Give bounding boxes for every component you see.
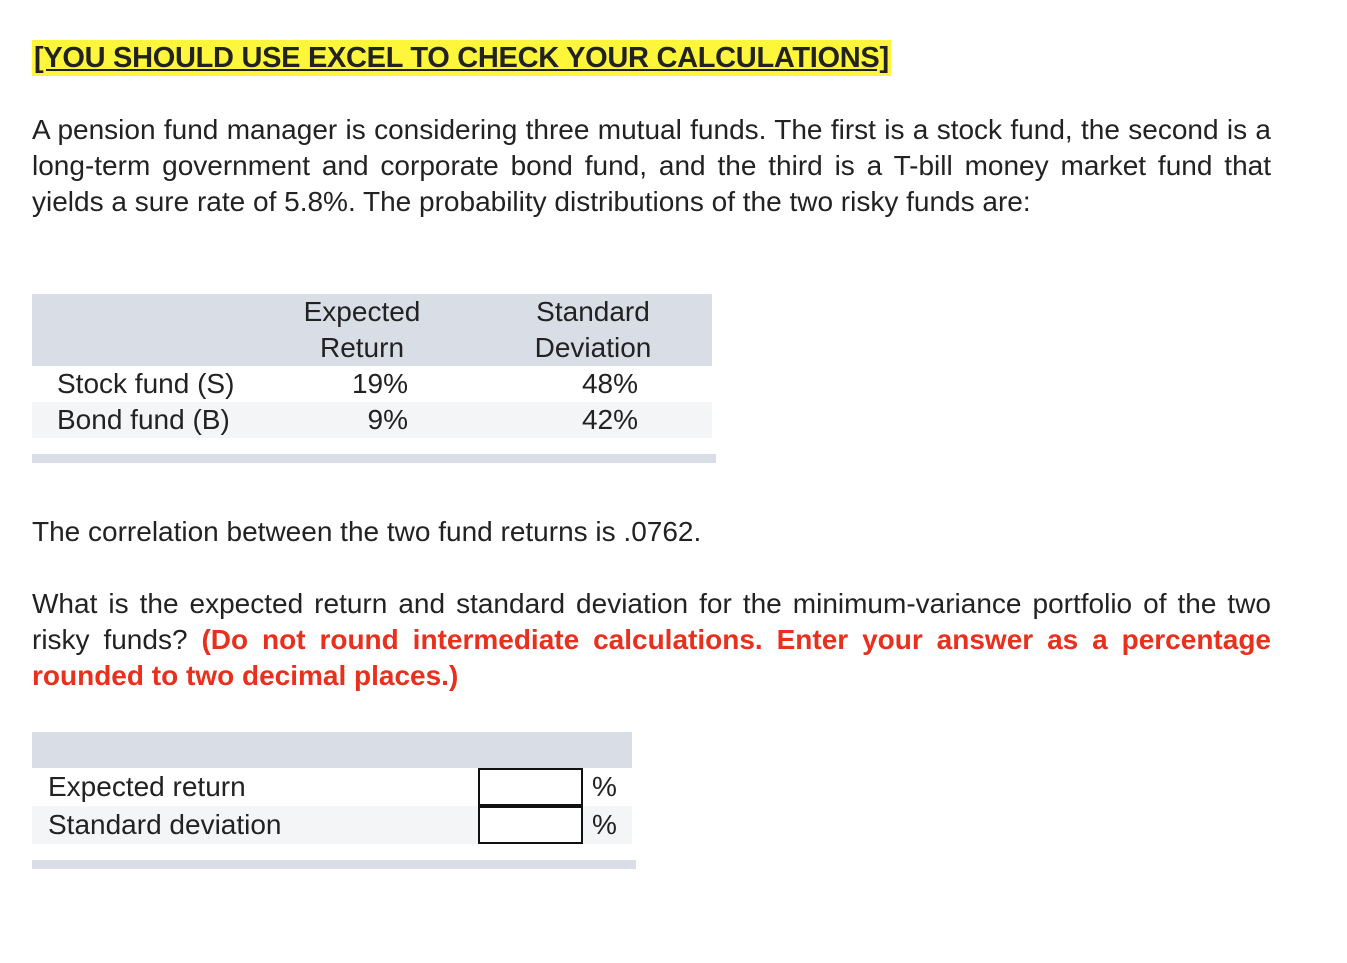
percent-unit: % <box>592 809 617 840</box>
expected-return-header-line1: Expected <box>303 296 421 327</box>
expected-return-header-line2: Return <box>319 332 405 363</box>
answer-row-expected-return <box>32 768 632 806</box>
std-deviation-value: 48% <box>581 368 638 399</box>
std-deviation-input[interactable] <box>478 806 583 844</box>
question-text <box>32 586 1271 694</box>
expected-return-input[interactable] <box>478 768 583 806</box>
expected-return-header <box>266 294 458 366</box>
fund-name: Bond fund (B) <box>57 404 230 435</box>
answer-row-std-deviation <box>32 806 632 844</box>
std-deviation-value: 42% <box>581 404 638 435</box>
answer-label: Standard deviation <box>48 809 282 840</box>
fund-name: Stock fund (S) <box>57 368 235 399</box>
answer-table-header <box>32 732 632 768</box>
percent-unit: % <box>592 771 617 802</box>
table-row-bond-fund <box>32 402 712 438</box>
std-deviation-header-line2: Deviation <box>534 332 652 363</box>
fund-distribution-table <box>32 294 712 438</box>
table-row-stock-fund <box>32 366 712 402</box>
expected-return-value: 9% <box>367 404 408 435</box>
answer-label: Expected return <box>48 771 246 802</box>
excel-notice-banner: [YOU SHOULD USE EXCEL TO CHECK YOUR CALCULATIONS] <box>34 42 889 74</box>
expected-return-value: 19% <box>351 368 408 399</box>
rounding-instruction: (Do not round intermediate calculations. Enter your answer as a percentage rounded to two decimal places.) <box>32 624 1272 691</box>
problem-intro: A pension fund manager is considering three mutual funds. The first is a stock fund, the second is a long-term government and corporate bond fund, and the third is a T-bill money market fund that yields a sure rate of 5.8%. The probability distributions of the two risky funds are: <box>32 114 1271 217</box>
question-body: What is the expected return and standard deviation for the minimum-variance portfolio of the two risky funds? <box>32 588 1271 655</box>
correlation-statement: The correlation between the two fund returns is .0762. <box>32 516 702 547</box>
std-deviation-header <box>498 294 688 366</box>
answer-table-footer-bar <box>32 860 636 869</box>
std-deviation-header-line1: Standard <box>536 296 650 327</box>
fund-table-header <box>32 294 712 366</box>
answer-table <box>32 732 632 844</box>
fund-table-footer-bar <box>32 454 716 463</box>
